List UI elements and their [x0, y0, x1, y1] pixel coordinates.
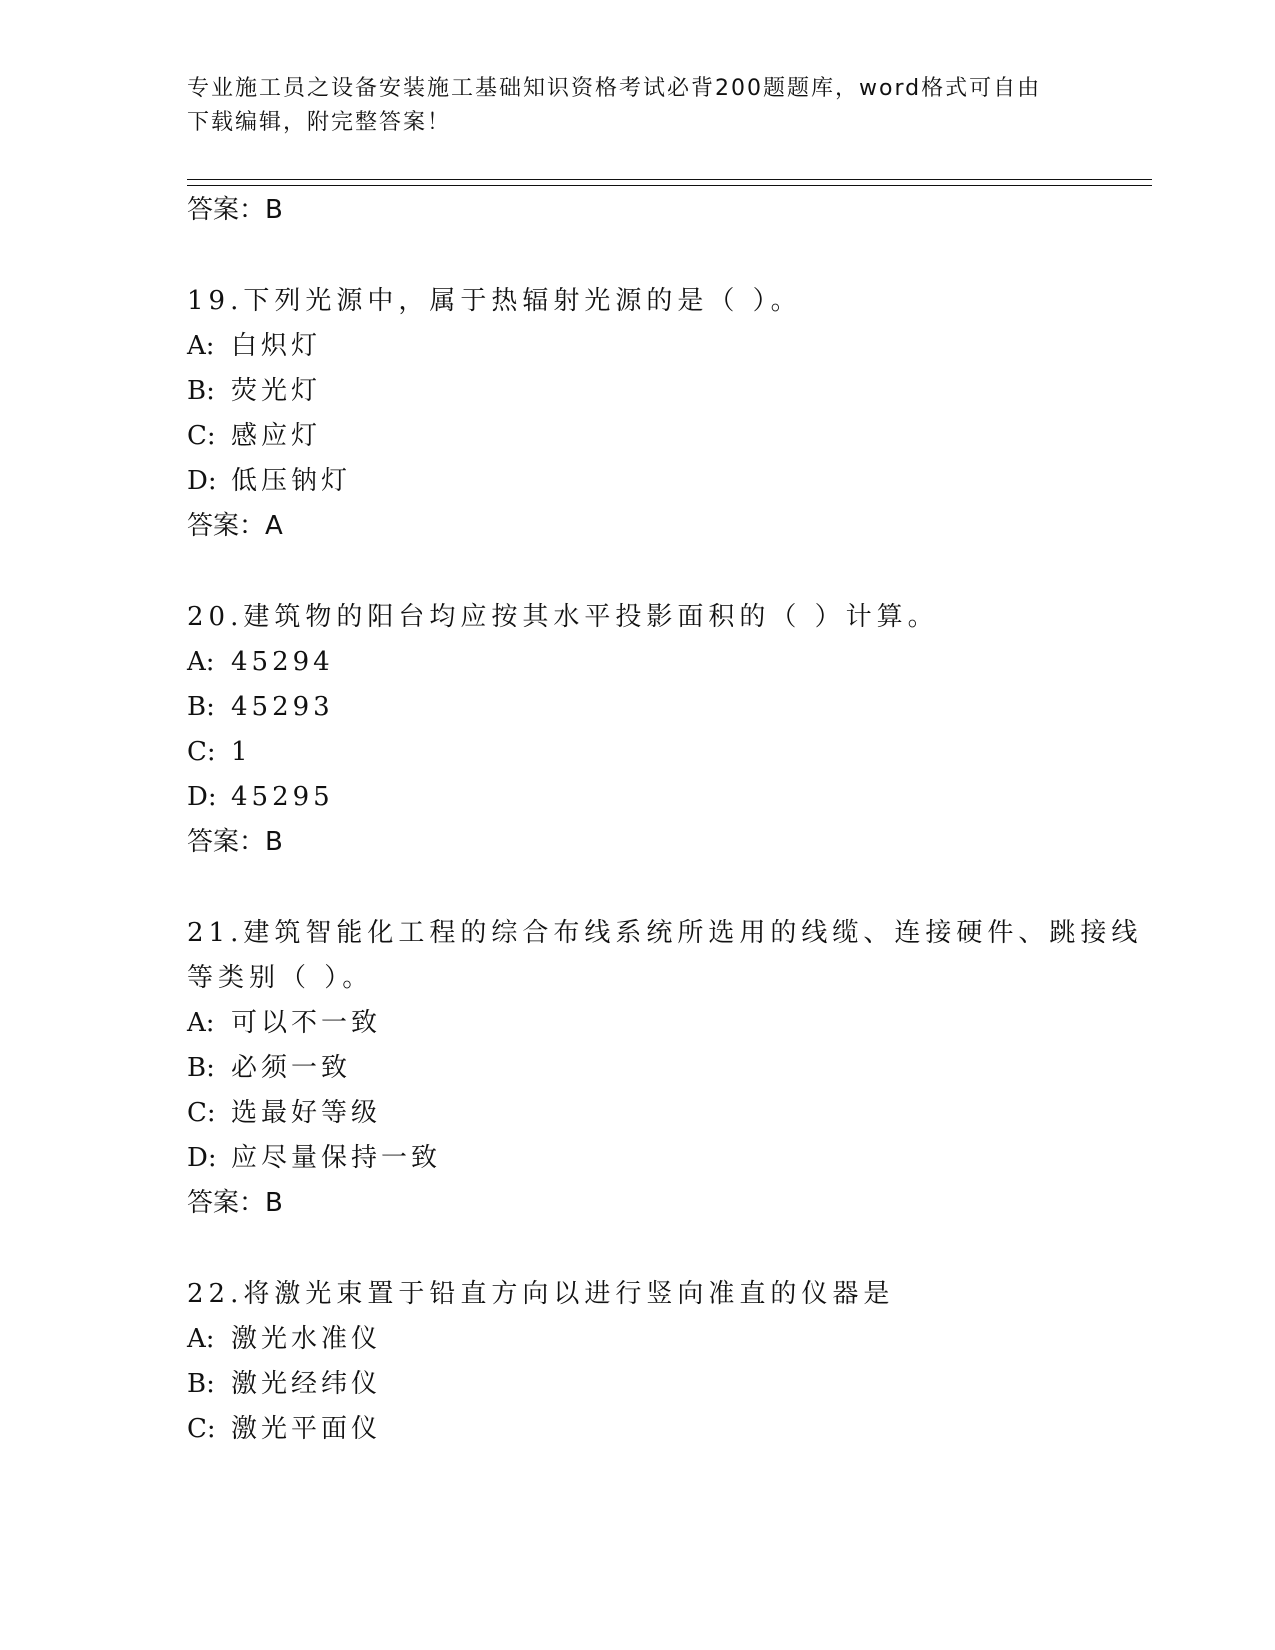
option-c	[187, 414, 1147, 459]
header-divider-bottom	[187, 185, 1152, 186]
answer-line: 答案：A	[187, 511, 283, 541]
question-stem: 22.将激光束置于铅直方向以进行竖向准直的仪器是	[187, 1279, 895, 1309]
option-text: 荧光灯	[231, 376, 322, 406]
option-text: 45294	[231, 647, 334, 677]
option-letter: A:	[187, 647, 215, 677]
option-letter: B:	[187, 1053, 215, 1083]
option-letter: C:	[187, 737, 216, 767]
option-letter: D:	[187, 782, 217, 812]
document-header	[187, 72, 1067, 140]
question-stem: 21.建筑智能化工程的综合布线系统所选用的线缆、连接硬件、跳接线等类别（ ）。	[187, 918, 1143, 993]
option-text: 低压钠灯	[231, 466, 352, 496]
option-b	[187, 369, 1147, 414]
option-b	[187, 1362, 1147, 1407]
question-19	[187, 279, 1147, 549]
header-line-2: 下载编辑，附完整答案！	[187, 110, 452, 135]
answer-line: 答案：B	[187, 827, 283, 857]
header-divider-top	[187, 179, 1152, 180]
option-letter: C:	[187, 1098, 216, 1128]
option-text: 45295	[231, 782, 334, 812]
option-letter: C:	[187, 1414, 216, 1444]
option-d	[187, 775, 1147, 820]
option-a	[187, 324, 1147, 369]
option-letter: C:	[187, 421, 216, 451]
option-a	[187, 640, 1147, 685]
option-text: 45293	[231, 692, 334, 722]
option-b	[187, 685, 1147, 730]
option-d	[187, 1136, 1147, 1181]
answer-line: 答案：B	[187, 1188, 283, 1218]
header-line-1: 专业施工员之设备安装施工基础知识资格考试必背200题题库，word格式可自由	[187, 76, 1042, 101]
option-text: 选最好等级	[231, 1098, 382, 1128]
option-c	[187, 1407, 1147, 1452]
option-a	[187, 1317, 1147, 1362]
option-letter: B:	[187, 376, 215, 406]
option-letter: A:	[187, 331, 215, 361]
option-text: 可以不一致	[231, 1008, 382, 1038]
question-20	[187, 595, 1147, 865]
option-a	[187, 1001, 1147, 1046]
question-list	[187, 188, 1147, 1452]
option-text: 应尽量保持一致	[231, 1143, 442, 1173]
option-letter: D:	[187, 466, 217, 496]
question-21	[187, 911, 1147, 1226]
question-stem: 19.下列光源中，属于热辐射光源的是（ ）。	[187, 286, 802, 316]
question-stem: 20.建筑物的阳台均应按其水平投影面积的（ ）计算。	[187, 602, 939, 632]
option-text: 1	[231, 737, 252, 767]
answer-line: 答案：B	[187, 195, 283, 225]
option-letter: D:	[187, 1143, 217, 1173]
option-b	[187, 1046, 1147, 1091]
option-letter: B:	[187, 1369, 215, 1399]
option-text: 白炽灯	[231, 331, 322, 361]
option-letter: A:	[187, 1008, 215, 1038]
option-c	[187, 730, 1147, 775]
option-text: 激光平面仪	[231, 1414, 382, 1444]
option-letter: A:	[187, 1324, 215, 1354]
option-text: 激光经纬仪	[231, 1369, 382, 1399]
option-c	[187, 1091, 1147, 1136]
option-text: 激光水准仪	[231, 1324, 382, 1354]
option-d	[187, 459, 1147, 504]
question-22	[187, 1272, 1147, 1452]
option-letter: B:	[187, 692, 215, 722]
option-text: 必须一致	[231, 1053, 352, 1083]
option-text: 感应灯	[231, 421, 322, 451]
